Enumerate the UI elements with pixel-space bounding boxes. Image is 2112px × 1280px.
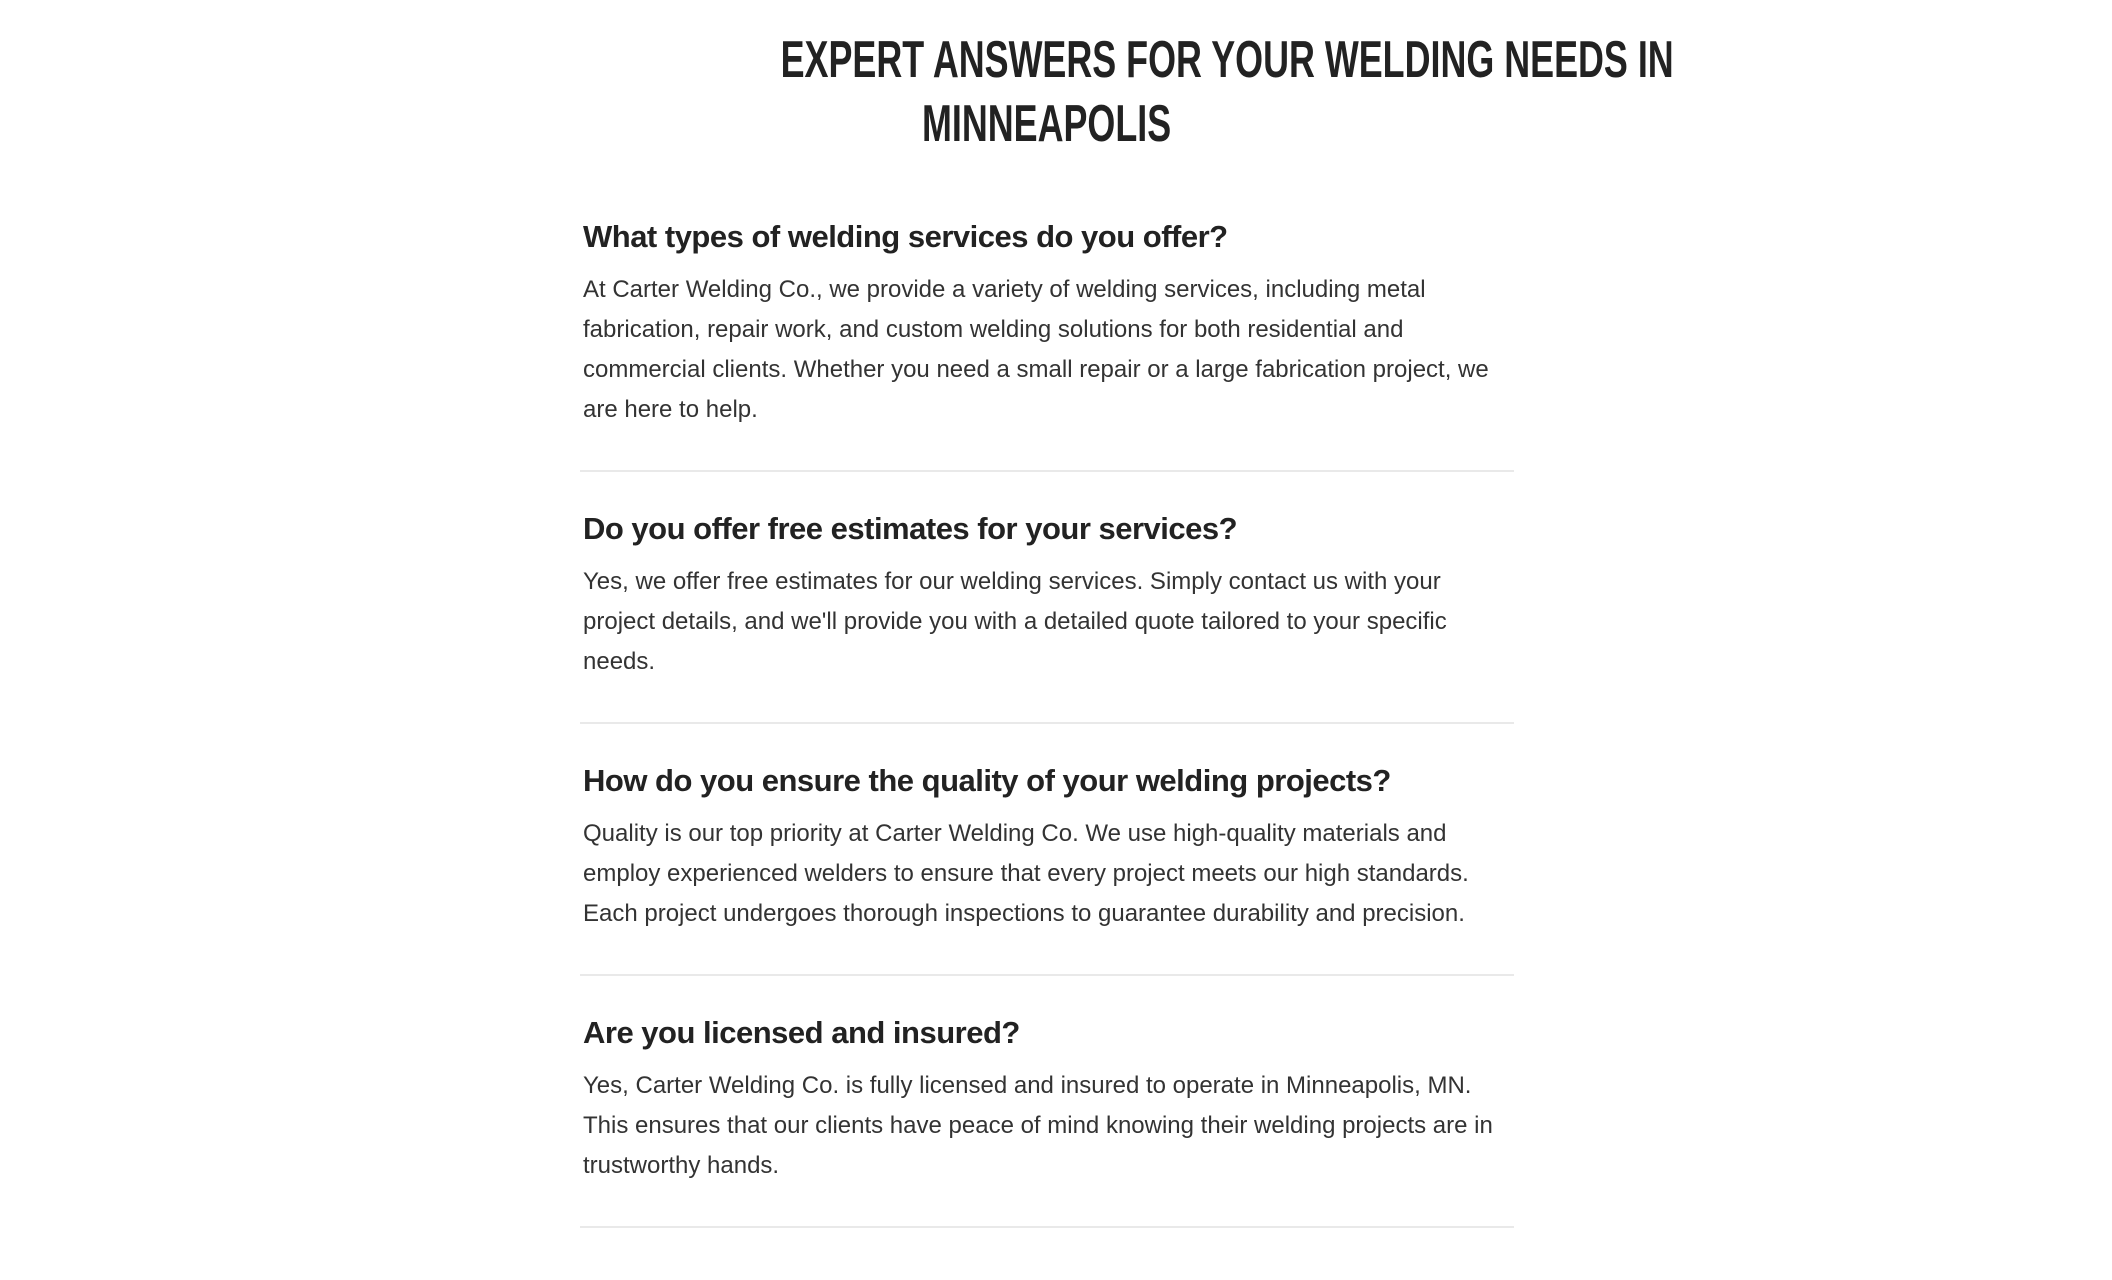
faq-question: How do you ensure the quality of your welding projects? — [583, 763, 1391, 798]
title-line-1 — [580, 28, 1674, 92]
faq-answer: Quality is our top priority at Carter Welding Co. We use high-quality materials and employ experienced welders to ensure that every project meets our high standards. Each project undergoes thorough inspections to guarantee durability and precision. — [583, 820, 1469, 927]
faq-item-services — [580, 219, 1514, 472]
faq-question: Do you offer free estimates for your services? — [583, 511, 1238, 546]
faq-list — [580, 219, 1514, 1267]
title-line-2 — [580, 92, 1514, 156]
title-line-1-text: EXPERT ANSWERS FOR YOUR WELDING NEEDS IN — [780, 31, 1674, 89]
faq-item-estimates — [580, 511, 1514, 724]
faq-question: What types of welding services do you offer? — [583, 219, 1228, 254]
faq-answer: Yes, we offer free estimates for our welding services. Simply contact us with your project details, and we'll provide you with a detailed quote tailored to your specific needs. — [583, 568, 1447, 675]
faq-answer: At Carter Welding Co., we provide a variety of welding services, including metal fabrication, repair work, and custom welding solutions for both residential and commercial clients. Whether you need a small repair or a large fabrication project, we are here to help. — [583, 276, 1489, 423]
title-line-2-text: MINNEAPOLIS — [922, 95, 1172, 153]
faq-item-quality — [580, 763, 1514, 976]
faq-item-licensed — [580, 1015, 1514, 1228]
page-title — [580, 28, 1674, 156]
faq-answer: Yes, Carter Welding Co. is fully licensed and insured to operate in Minneapolis, MN. This ensures that our clients have peace of mind knowing their welding projects are in trustworthy hands. — [583, 1072, 1493, 1179]
faq-question: Are you licensed and insured? — [583, 1015, 1020, 1050]
